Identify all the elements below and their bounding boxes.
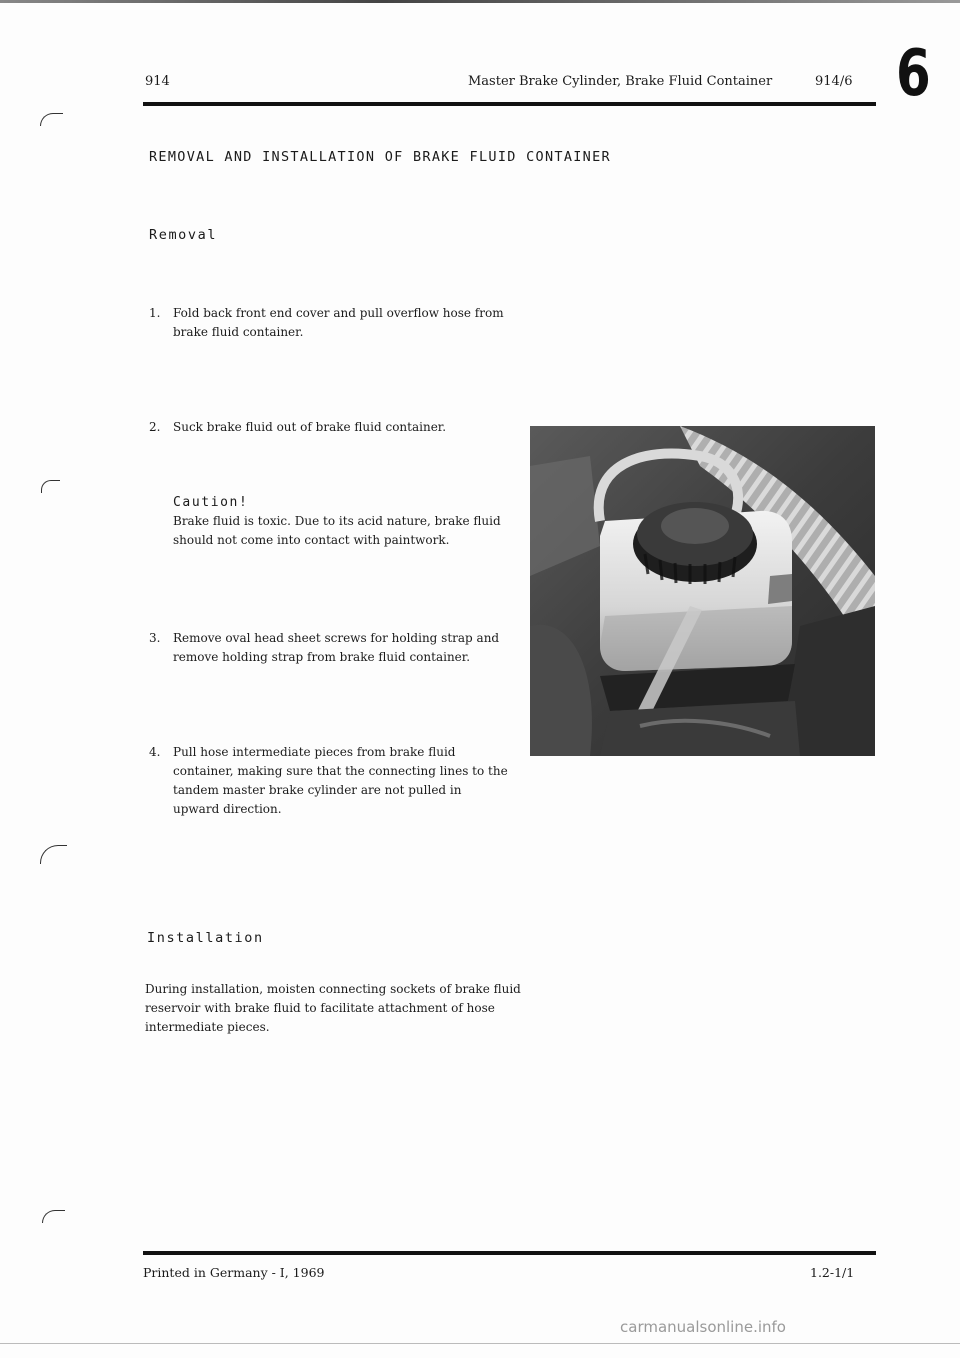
margin-mark [40, 845, 67, 864]
header-rule [143, 102, 876, 106]
margin-mark [42, 1210, 65, 1223]
step-number: 1. [149, 306, 161, 320]
step-number: 4. [149, 745, 161, 759]
scan-edge-top [0, 0, 960, 3]
installation-heading: Installation [147, 930, 264, 946]
step-number: 3. [149, 631, 161, 645]
step-text: Pull hose intermediate pieces from brake fluid container, making sure that the connecting lines to the tandem master brake cylinder are not pulled in upward direction. [173, 745, 508, 816]
margin-mark [41, 480, 60, 493]
removal-heading: Removal [149, 227, 218, 243]
caution-text: Brake fluid is toxic. Due to its acid nature, brake fluid should not come into contact with paintwork. [173, 514, 501, 547]
header-page-group: 914/6 [815, 74, 853, 89]
header-chapter-title: Master Brake Cylinder, Brake Fluid Container [468, 74, 773, 89]
page-title: REMOVAL AND INSTALLATION OF BRAKE FLUID CONTAINER [149, 149, 611, 165]
footer-page-number: 1.2-1/1 [810, 1265, 855, 1280]
step-text: Suck brake fluid out of brake fluid container. [173, 420, 447, 434]
section-number: 6 [896, 37, 931, 111]
step-number: 2. [149, 420, 161, 434]
removal-step-4 [149, 743, 509, 819]
footer-print-info: Printed in Germany - I, 1969 [143, 1265, 325, 1280]
caution-label: Caution! [173, 495, 249, 510]
brake-fluid-container-photo [530, 426, 875, 756]
margin-mark [40, 113, 63, 126]
installation-text: During installation, moisten connecting sockets of brake fluid reservoir with brake fluid to facilitate attachment of hose intermediate pieces. [145, 982, 521, 1034]
removal-step-3 [149, 629, 509, 667]
footer-rule [143, 1251, 876, 1255]
header-model: 914 [145, 74, 170, 89]
caution-note [173, 493, 513, 550]
removal-step-1 [149, 304, 509, 342]
removal-step-2 [149, 418, 509, 437]
scan-edge-bottom [0, 1343, 960, 1344]
step-text: Fold back front end cover and pull overflow hose from brake fluid container. [173, 306, 504, 339]
step-text: Remove oval head sheet screws for holding strap and remove holding strap from brake fluid container. [173, 631, 500, 664]
watermark: carmanualsonline.info [620, 1318, 786, 1336]
